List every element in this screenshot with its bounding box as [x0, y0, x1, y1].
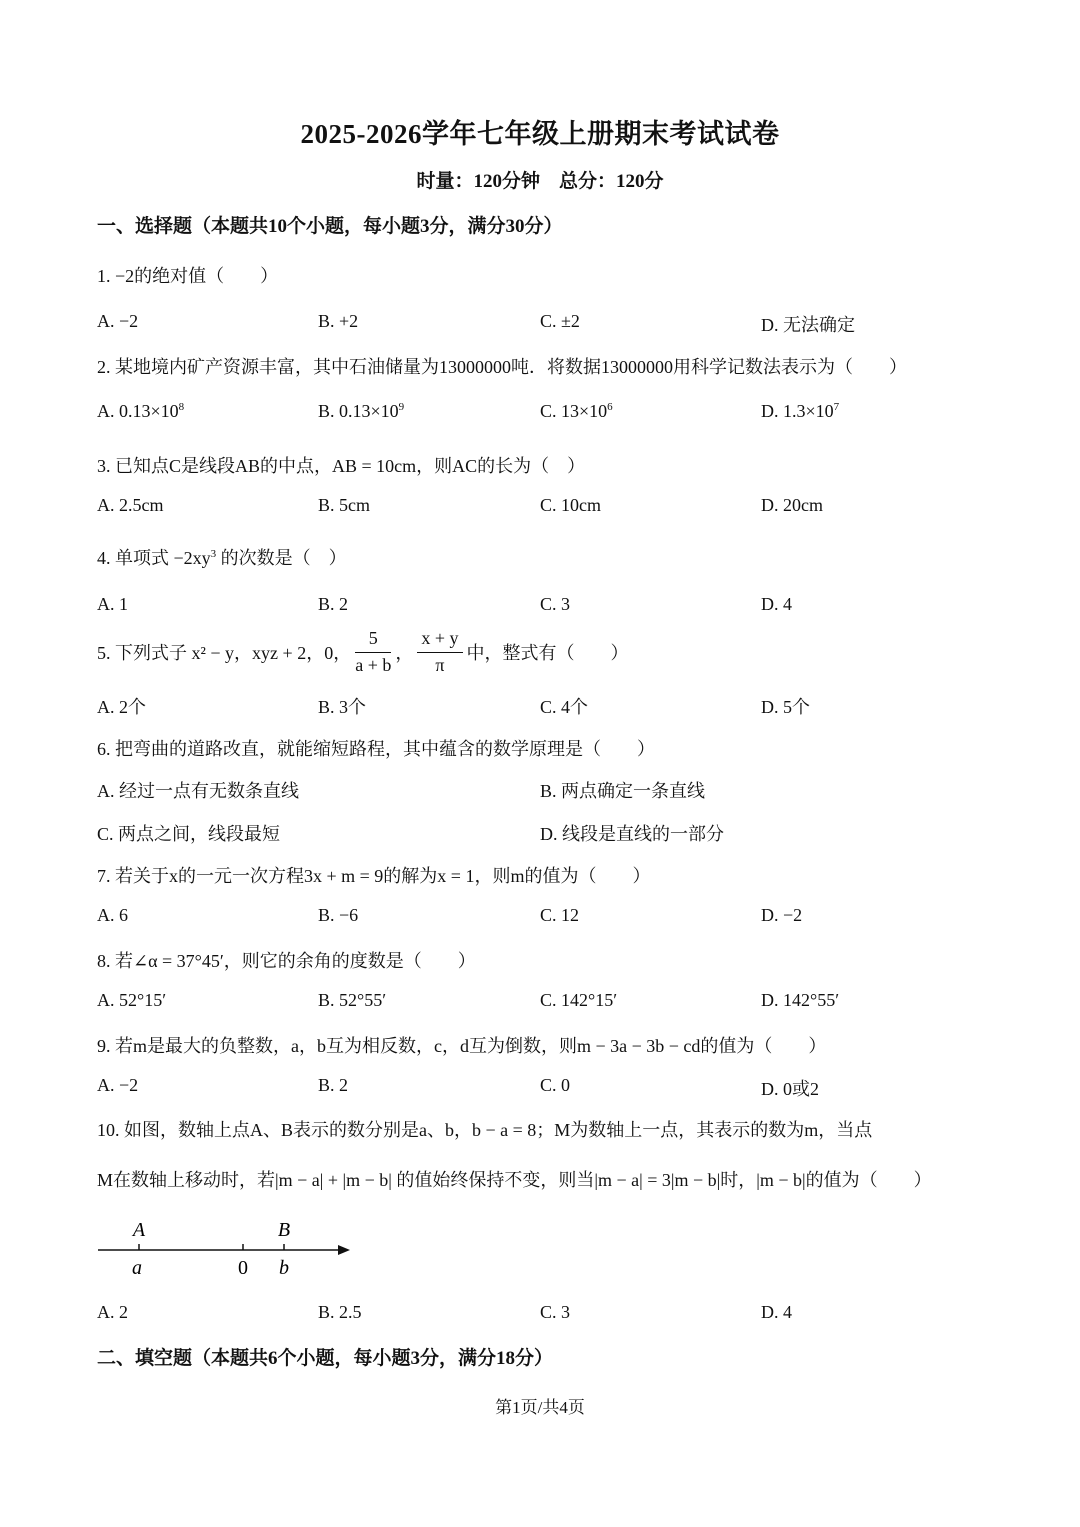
q1-option-b: B. +2: [318, 311, 359, 331]
arrow-icon: [338, 1245, 350, 1255]
q8-option-c: C. 142°15′: [540, 990, 618, 1010]
section-heading-fill: 二、填空题（本题共6个小题，每小题3分，满分18分）: [97, 1348, 554, 1369]
q2-option-b: B. $0.13\times 10^9$: [318, 401, 405, 421]
page-number: 第1页/共4页: [495, 1398, 585, 1417]
q2-option-a: A. $0.13\times 10^8$: [97, 401, 185, 421]
zero-label: 0: [238, 1257, 248, 1279]
question-2-stem: 2. 某地境内矿产资源丰富，其中石油储量为13000000吨．将数据13000000用科学记数法表示为（ ）: [97, 357, 907, 377]
question-8-stem: 8. 若∠α = 37°45′，则它的余角的度数是（ ）: [97, 951, 476, 971]
fraction-1: $\frac{5}{a + b}$: [355, 628, 392, 675]
value-b-label: b: [279, 1257, 289, 1279]
q3-option-d: D. 20cm: [761, 495, 823, 515]
q3-option-b: B. 5cm: [318, 495, 370, 515]
q9-option-d: D. 0或2: [761, 1079, 819, 1099]
q8-option-b: B. 52°55′: [318, 990, 387, 1010]
q7-option-a: A. 6: [97, 905, 128, 925]
question-7-stem: 7. 若关于x的一元一次方程3x + m = 9的解为x = 1，则m的值为（ ）: [97, 866, 651, 886]
point-a-label: A: [132, 1219, 146, 1241]
question-9-stem: 9. 若m是最大的负整数，a，b互为相反数，c，d互为倒数，则m − 3a − 3b − cd的值为（ ）: [97, 1036, 827, 1056]
q7-option-c: C. 12: [540, 905, 580, 925]
number-line-figure: [90, 1210, 370, 1282]
q4-option-b: B. 2: [318, 594, 349, 614]
q10-option-d: D. 4: [761, 1302, 792, 1322]
q9-option-b: B. 2: [318, 1075, 349, 1095]
section-heading-choice: 一、选择题（本题共10个小题，每小题3分，满分30分）: [97, 216, 563, 237]
q4-option-d: D. 4: [761, 594, 792, 614]
fraction-2: $\frac{x + y}{\pi}$: [417, 628, 462, 676]
q4-option-a: A. 1: [97, 594, 128, 614]
question-3-stem: 3. 已知点C是线段AB的中点，AB = 10cm，则AC的长为（ ）: [97, 456, 586, 476]
q9-option-c: C. 0: [540, 1075, 571, 1095]
value-a-label: a: [132, 1257, 142, 1279]
q3-option-a: A. 2.5cm: [97, 495, 164, 515]
q2-option-c: C. $13\times 10^6$: [540, 401, 613, 421]
q6-option-b: B. 两点确定一条直线: [540, 781, 706, 801]
q5-option-a: A. 2个: [97, 697, 146, 717]
q1-option-a: A. −2: [97, 311, 139, 331]
q7-option-d: D. −2: [761, 905, 803, 925]
q1-option-c: C. ±2: [540, 311, 580, 331]
q7-option-b: B. −6: [318, 905, 359, 925]
q9-option-a: A. −2: [97, 1075, 139, 1095]
q10-option-c: C. 3: [540, 1302, 571, 1322]
question-10-line-2: M在数轴上移动时，若|m − a| + |m − b| 的值始终保持不变，则当|m − a| = 3|m − b|时，|m − b|的值为（ ）: [97, 1170, 932, 1190]
question-6-stem: 6. 把弯曲的道路改直，就能缩短路程，其中蕴含的数学原理是（ ）: [97, 739, 655, 759]
point-b-label: B: [277, 1219, 291, 1241]
q10-option-b: B. 2.5: [318, 1302, 362, 1322]
q3-option-c: C. 10cm: [540, 495, 601, 515]
q2-option-d: D. $1.3\times 10^7$: [761, 401, 840, 421]
q6-option-c: C. 两点之间，线段最短: [97, 824, 281, 844]
q6-option-a: A. 经过一点有无数条直线: [97, 781, 299, 801]
q1-option-d: D. 无法确定: [761, 315, 855, 335]
question-5-stem: 5. 下列式子 x² − y，xyz + 2，0， $\frac{5}{a + b}$ ， $\frac{x + y}{\pi}$ 中，整式有（ ）: [97, 628, 629, 675]
q8-option-a: A. 52°15′: [97, 990, 167, 1010]
question-1-stem: 1. −2的绝对值（ ）: [97, 266, 279, 286]
q5-option-b: B. 3个: [318, 697, 367, 717]
q5-option-c: C. 4个: [540, 697, 589, 717]
question-10-line-1: 10. 如图，数轴上点A、B表示的数分别是a、b，b − a = 8；M为数轴上一点，其表示的数为m，当点: [97, 1120, 873, 1140]
q4-option-c: C. 3: [540, 594, 571, 614]
q10-option-a: A. 2: [97, 1302, 128, 1322]
page-title: 2025-2026学年七年级上册期末考试试卷: [300, 119, 780, 149]
q5-option-d: D. 5个: [761, 697, 810, 717]
q8-option-d: D. 142°55′: [761, 990, 840, 1010]
question-4-stem: 4. 单项式 $-2xy^3$ 的次数是（ ）: [97, 548, 347, 568]
q6-option-d: D. 线段是直线的一部分: [540, 824, 724, 844]
exam-meta: 时量：120分钟 总分：120分: [416, 171, 664, 192]
